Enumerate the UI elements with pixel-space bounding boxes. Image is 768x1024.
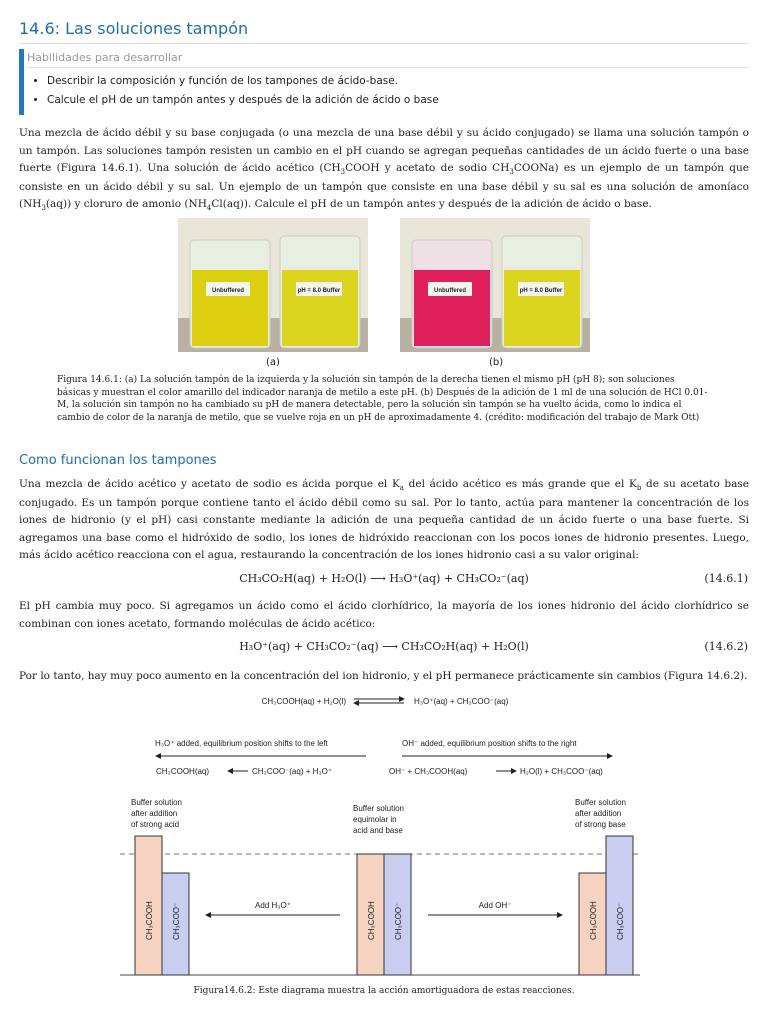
equation-2	[0, 640, 768, 660]
intro-text-2: COOH y acetato de sodio CH	[345, 162, 510, 174]
skill-item: • Describir la composición y función de los tampones de ácido-base.	[47, 72, 439, 91]
middle-bar-caption: Buffer solution	[353, 804, 404, 813]
right-equation-reactant: OH⁻ + CH₃COOH(aq)	[389, 767, 468, 776]
skills-list	[30, 72, 439, 110]
title-divider	[19, 43, 749, 44]
intro-text-4: (aq)) y cloruro de amonio (NH	[45, 198, 207, 210]
base-bar-label: CH₃COO⁻	[172, 902, 181, 940]
equation-body: H₃O⁺(aq) + CH₃CO₂⁻(aq) ⟶ CH₃CO₂H(aq) + H₂O(l)	[239, 640, 529, 653]
subscript: a	[399, 484, 404, 492]
acid-bar-label: CH₃COOH	[367, 901, 376, 940]
acid-bar-label: CH₃COOH	[589, 901, 598, 940]
photo-beakers-b	[400, 218, 590, 352]
page-title: 14.6: Las soluciones tampón	[19, 19, 249, 38]
intro-paragraph	[19, 125, 749, 215]
paragraph-conclusion: Por lo tanto, hay muy poco aumento en la concentración del ion hidronio, y el pH permanece prácticamente sin cambios (Figura 14.6.2).	[19, 670, 748, 682]
right-shift-note: OH⁻ added, equilibrium position shifts to the right	[402, 739, 577, 748]
text: de su acetato base conjugado. Es un tampón porque contiene tanto el ácido débil como su sal. Por lo tanto, actúa para mantener la concentración de los iones de hidronio (y el pH) casi constante mediante la adición de una pequeña cantidad de un ácido fuerte o una base fuerte. Si agregamos una base como el hidróxido de sodio, los iones de hidróxido reaccionan con los pocos iones de hidronio presentes. Luego, más ácido acético reacciona con el agua, restaurando la concentración de los iones hidronio casi a su valor original:	[19, 478, 750, 561]
add-acid-label: Add H₃O⁺	[255, 901, 291, 910]
intro-text-5: Cl(aq)). Calcule el pH de un tampón antes y después de la adición de ácido o base.	[211, 198, 652, 210]
subscript: 3	[41, 204, 46, 212]
buffer-action-diagram	[0, 690, 768, 985]
equation-1	[0, 572, 768, 592]
middle-bar-caption: equimolar in	[353, 815, 397, 824]
figure2-caption: Figura14.6.2: Este diagrama muestra la acción amortiguadora de estas reacciones.	[193, 986, 575, 996]
right-equation-product: H₂O(l) + CH₃COO⁻(aq)	[520, 767, 603, 776]
right-bar-caption: of strong base	[575, 820, 626, 829]
base-bar-label: CH₃COO⁻	[394, 902, 403, 940]
top-equation-left: CH₃COOH(aq) + H₂O(l)	[261, 697, 346, 706]
base-bar-label: CH₃COO⁻	[616, 902, 625, 940]
subscript: 3	[340, 168, 346, 176]
left-bar-caption: after addition	[131, 809, 178, 818]
beaker-label: pH = 8.0 Buffer	[519, 288, 563, 294]
right-bar-caption: Buffer solution	[575, 798, 626, 807]
subscript: 4	[206, 204, 212, 212]
top-equation-right: H₃O⁺(aq) + CH₃COO⁻(aq)	[414, 697, 509, 706]
beaker-label: Unbuffered	[212, 288, 244, 294]
acid-bar-label: CH₃COOH	[145, 901, 154, 940]
right-bar-caption: after addition	[575, 809, 622, 818]
text: Una mezcla de ácido acético y acetato de sodio es ácida porque el K	[19, 478, 400, 490]
intro-text-1: Una mezcla de ácido débil y su base conjugada (o una mezcla de una base débil y su ácido conjugado) se llama una solución tampón o un tampón. Las soluciones tampón resisten un cambio en el pH cuando se agregan pequeñas cantidades de un ácido fuerte o una base fuerte (Figura 14.6.1). Una solución de ácido acético (CH	[19, 127, 749, 174]
skills-accent-bar	[19, 49, 24, 115]
left-equation-reactant: CH₃COOH(aq)	[156, 767, 210, 776]
equation-number: (14.6.2)	[704, 640, 748, 653]
left-bar-caption: Buffer solution	[131, 798, 182, 807]
figure1-caption: Figura 14.6.1: (a) La solución tampón de la izquierda y la solución sin tampón de la derecha tienen el mismo pH (pH 8); son soluciones básicas y muestran el color amarillo del indicador naranja de metilo a este pH. (b) Después de la adición de 1 ml de una solución de HCl 0.01-M, la solución sin tampón no ha cambiado su pH de manera detectable, pero la solución sin tampón se ha vuelto ácida, como lo indica el cambio de color de la naranja de metilo, que se vuelve roja en un pH de aproximadamente 4. (crédito: modificación del trabajo de Mark Ott)	[57, 375, 708, 423]
subscript: 3	[509, 168, 514, 176]
skills-divider	[27, 67, 749, 68]
figure-label-a: (a)	[266, 357, 280, 368]
equation-number: (14.6.1)	[704, 572, 748, 585]
paragraph-acid: El pH cambia muy poco. Si agregamos un ácido como el ácido clorhídrico, la mayoría de los iones hidronio del ácido clorhídrico se combinan con iones acetato, formando moléculas de ácido acético:	[19, 600, 749, 630]
left-bar-caption: of strong acid	[131, 820, 180, 829]
beaker-label: pH = 8.0 Buffer	[297, 288, 341, 294]
photo-beakers-a	[178, 218, 368, 352]
skill-item: • Calcule el pH de un tampón antes y después de la adición de ácido o base	[47, 91, 439, 110]
subscript: b	[636, 484, 642, 492]
middle-bar-caption: acid and base	[353, 826, 403, 835]
beaker-label: Unbuffered	[434, 288, 466, 294]
text: del ácido acético es más grande que el K	[403, 478, 637, 490]
section-heading: Como funcionan los tampones	[19, 453, 217, 468]
equation-body: CH₃CO₂H(aq) + H₂O(l) ⟶ H₃O⁺(aq) + CH₃CO₂⁻(aq)	[239, 572, 529, 585]
skills-heading: Habilidades para desarrollar	[27, 51, 183, 64]
figure-label-b: (b)	[489, 357, 504, 368]
intro-text-3: COONa) es un ejemplo de un tampón que consiste en un ácido débil y su sal. Un ejemplo de un tampón que consiste en una base débil y su sal es una solución de amoníaco (NH	[19, 162, 749, 210]
add-base-label: Add OH⁻	[478, 901, 512, 910]
left-equation-product: CH₃COO⁻(aq) + H₃O⁺	[252, 767, 333, 776]
paragraph-buffers	[19, 476, 749, 565]
left-shift-note: H₃O⁺ added, equilibrium position shifts to the left	[155, 739, 328, 748]
